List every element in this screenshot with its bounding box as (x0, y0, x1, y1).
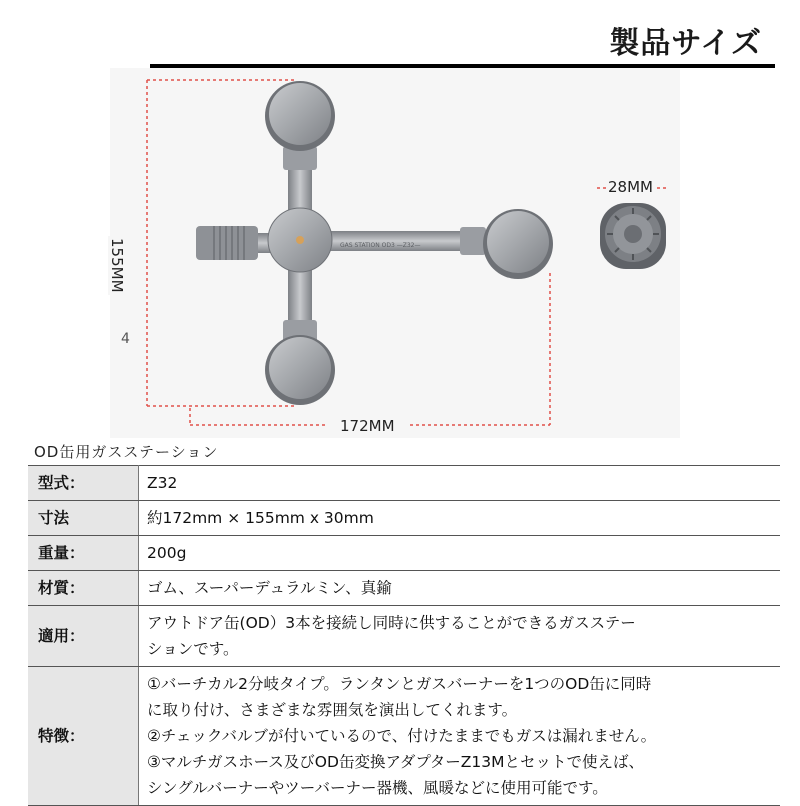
spec-value: 200g (139, 536, 781, 571)
feature-line: に取り付け、さまざまな雰囲気を演出してくれます。 (147, 701, 518, 719)
feature-line: ①バーチカル2分岐タイプ。ランタンとガスバーナーを1つのOD缶に同時 (147, 675, 652, 693)
spec-label: 特徴： (28, 667, 139, 806)
spec-value (139, 667, 781, 806)
product-illustration (110, 68, 680, 438)
spec-value (139, 606, 781, 667)
feature-line: ③マルチガスホース及びOD缶変換アダプターZ13Mとセットで使えば、 (147, 753, 644, 771)
spec-row-size (28, 501, 780, 536)
usage-line: ションです。 (147, 640, 239, 658)
top-cap (265, 81, 335, 151)
spec-label: 重量： (28, 536, 139, 571)
stray-mark: 4 (121, 331, 130, 347)
spec-row-weight (28, 536, 780, 571)
product-name: OD缶用ガスステーション (34, 443, 219, 461)
side-knob (600, 203, 666, 269)
spec-label: 型式： (28, 466, 139, 501)
spec-value: 約172mm × 155mm x 30mm (139, 501, 781, 536)
spec-value: ゴム、スーパーデュラルミン、真鍮 (139, 571, 781, 606)
product-photo (110, 68, 680, 438)
spec-row-material (28, 571, 780, 606)
spec-row-model (28, 466, 780, 501)
right-cap (483, 209, 553, 279)
spec-label: 寸法 (28, 501, 139, 536)
bottom-cap (265, 335, 335, 405)
usage-line: アウトドア缶(OD）3本を接続し同時に供することができるガスステー (147, 614, 636, 632)
threaded-connector (196, 226, 258, 260)
spec-row-usage (28, 606, 780, 667)
indicator-dot (296, 236, 304, 244)
right-hex-fitting (460, 227, 486, 255)
device-engraving: GAS STATION OD3 —Z32— (340, 242, 421, 249)
feature-line: シングルバーナーやツーバーナー器機、風暖などに使用可能です。 (147, 779, 608, 797)
knob-dimension-label: 28MM (608, 178, 653, 196)
spec-row-features (28, 667, 780, 806)
spec-table (28, 465, 780, 806)
feature-line: ②チェックバルブが付いているので、付けたままでもガスは漏れません。 (147, 727, 657, 745)
spec-value: Z32 (139, 466, 781, 501)
spec-label: 材質： (28, 571, 139, 606)
page-title: 製品サイズ (609, 26, 762, 61)
height-dimension-label: 155MM (108, 238, 126, 293)
width-dimension-label: 172MM (340, 417, 395, 435)
spec-label: 適用： (28, 606, 139, 667)
